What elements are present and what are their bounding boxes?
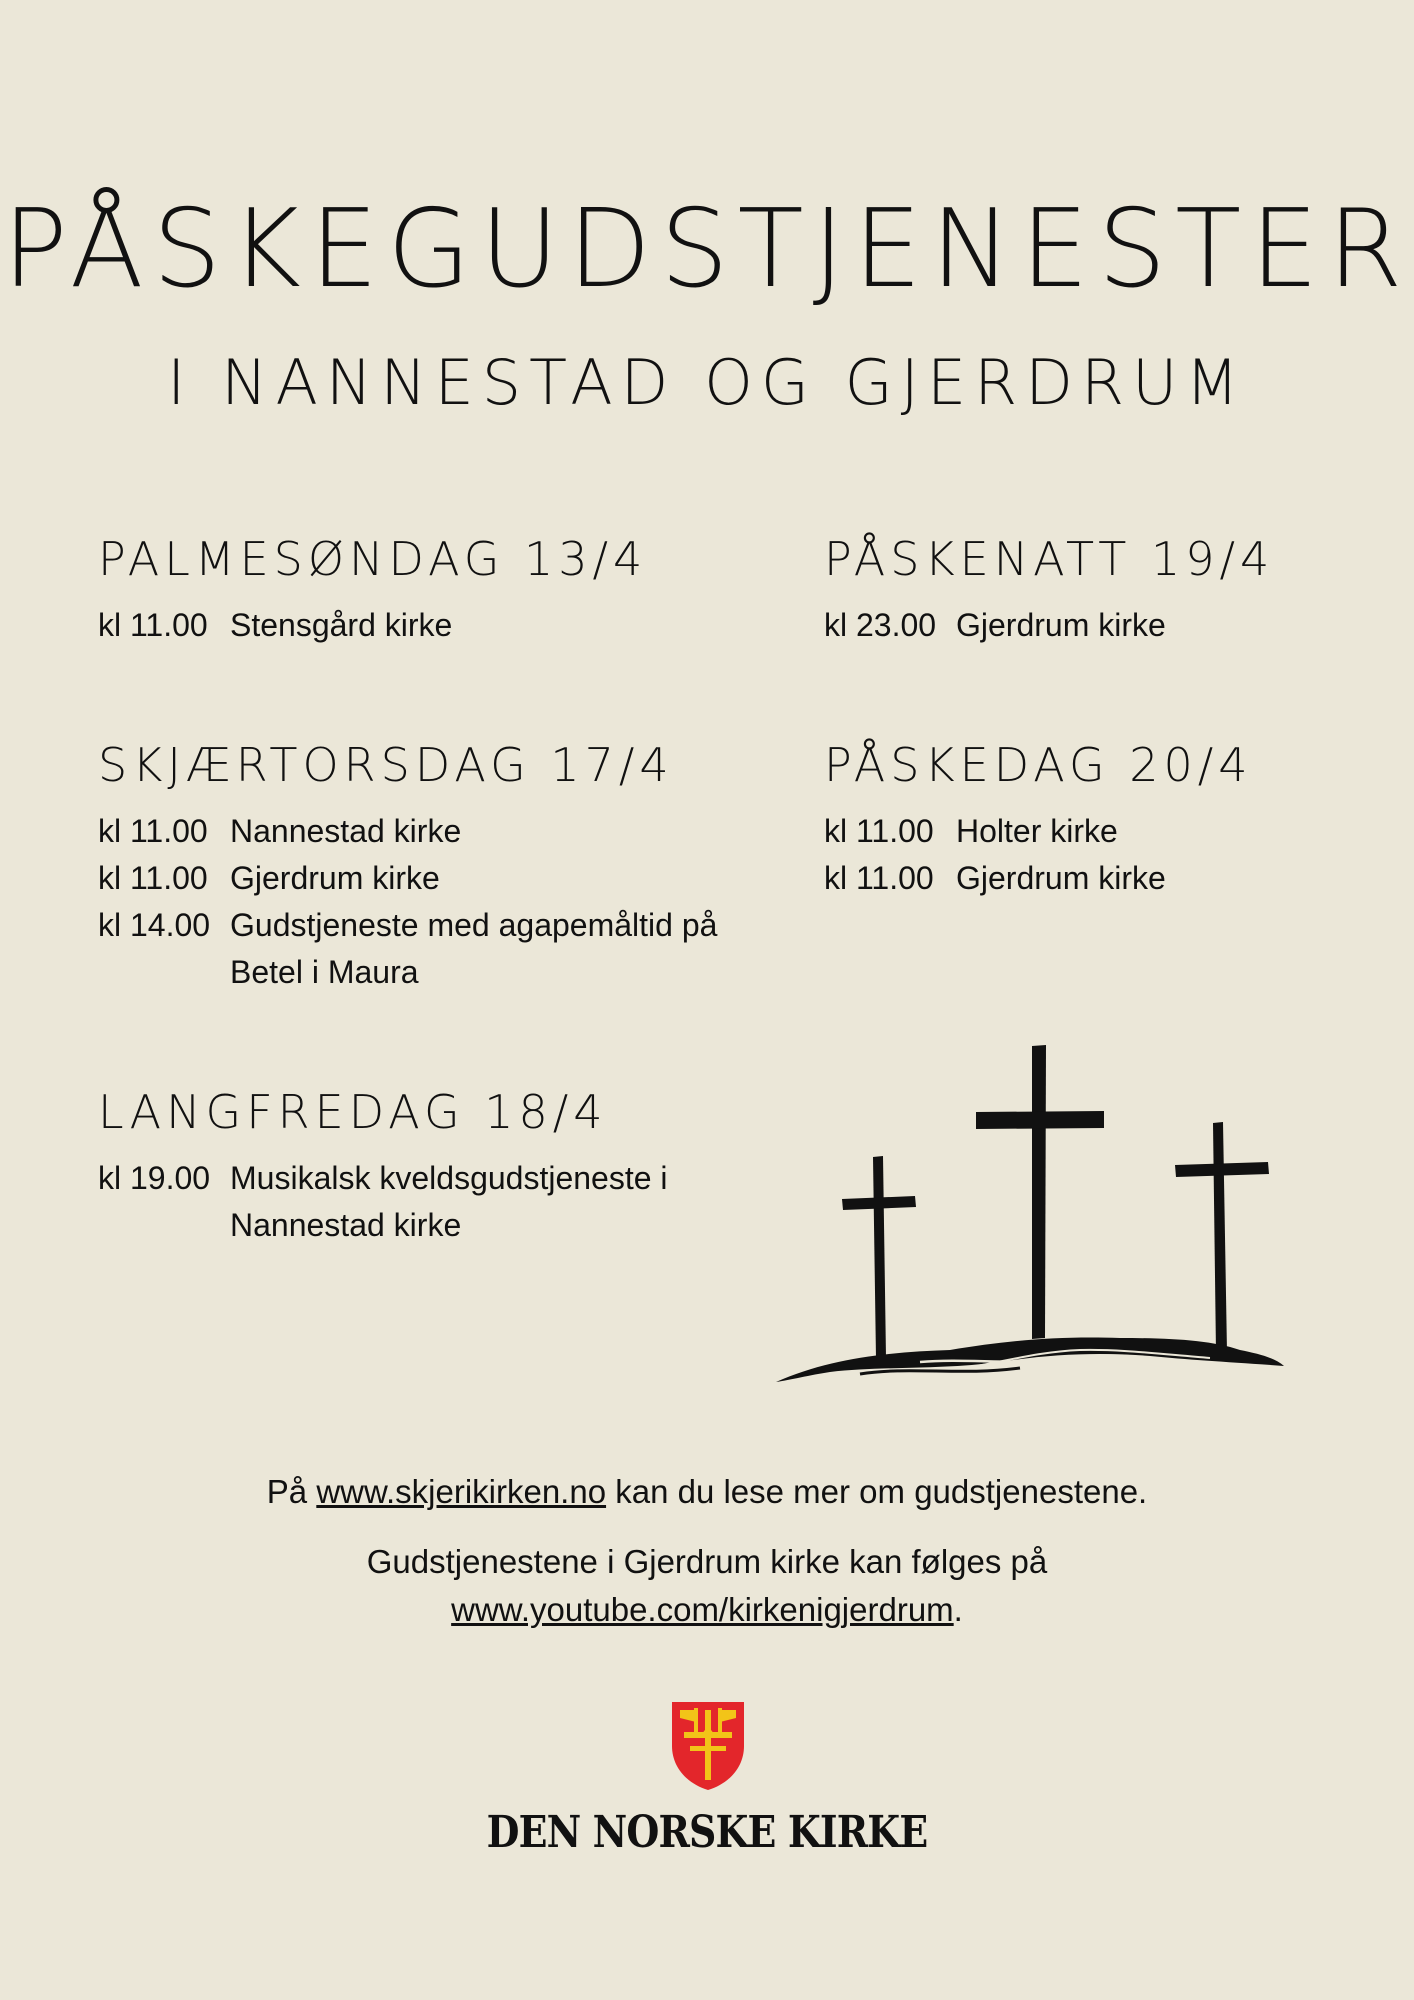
website-link[interactable]: www.skjerikirken.no [316,1473,607,1510]
info-stream-link-line [0,1586,1414,1634]
info-stream-block [0,1538,1414,1634]
church-shield-icon [670,1700,746,1792]
day-title: PÅSKEDAG 20/4 [824,738,1253,792]
service-row [98,855,750,902]
info-text: . [953,1591,963,1628]
three-crosses-icon [770,1040,1290,1390]
day-block-langfredag [98,1085,740,1249]
page-subtitle: I NANNESTAD OG GJERDRUM [167,346,1247,419]
service-place: Gjerdrum kirke [956,607,1166,643]
day-title: SKJÆRTORSDAG 17/4 [98,738,674,792]
service-place: Gjerdrum kirke [956,860,1166,896]
service-place: Nannestad kirke [230,813,462,849]
service-place: Gudstjeneste med agapemåltid på Betel i Maura [230,907,718,990]
service-time: kl 11.00 [98,813,208,849]
service-row [98,602,750,649]
info-stream-text: Gudstjenestene i Gjerdrum kirke kan følges på [366,1543,1048,1580]
service-row [824,855,1414,902]
service-row [98,902,750,996]
service-time: kl 11.00 [824,813,934,849]
day-block-skjaertorsdag [98,738,750,996]
service-row [98,1155,740,1249]
day-block-palmesondag [98,532,750,649]
info-text: kan du lese mer om gudstjenestene. [606,1473,1148,1510]
service-place: Stensgård kirke [230,607,453,643]
service-time: kl 11.00 [98,860,208,896]
service-place: Musikalsk kveldsgudstjeneste i Nannestad kirke [230,1160,668,1243]
info-website-line [0,1468,1414,1516]
day-title: PÅSKENATT 19/4 [824,532,1275,586]
service-time: kl 19.00 [98,1160,211,1196]
organization-name: DEN NORSKE KIRKE [486,1807,928,1858]
youtube-link[interactable]: www.youtube.com/kirkenigjerdrum [451,1591,954,1628]
service-place: Holter kirke [956,813,1118,849]
service-row [98,808,750,855]
service-time: kl 11.00 [98,607,208,643]
day-title: PALMESØNDAG 13/4 [98,532,648,586]
page-title: PÅSKEGUDSTJENESTER [2,187,1412,312]
day-block-paskedag [824,738,1414,902]
service-row [824,808,1414,855]
service-time: kl 11.00 [824,860,934,896]
service-time: kl 23.00 [824,607,937,643]
service-time: kl 14.00 [98,907,211,943]
info-text: På [266,1473,317,1510]
service-place: Gjerdrum kirke [230,860,440,896]
day-block-paskenatt [824,532,1414,649]
service-row [824,602,1414,649]
day-title: LANGFREDAG 18/4 [98,1085,608,1139]
